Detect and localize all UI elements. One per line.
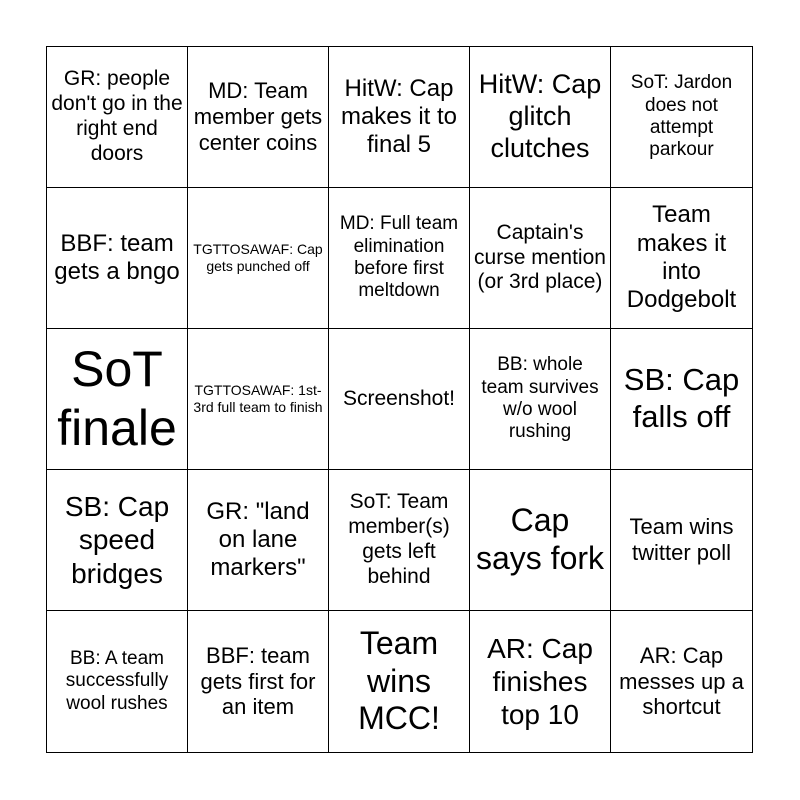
bingo-cell[interactable] <box>470 611 611 752</box>
cell-text: SB: Cap falls off <box>623 362 740 434</box>
cell-text: BBF: team gets a bngo <box>54 229 180 285</box>
cell-text: MD: Team member gets center coins <box>193 78 323 155</box>
bingo-cell[interactable] <box>611 470 752 611</box>
bingo-cell[interactable] <box>611 47 752 188</box>
bingo-cell[interactable] <box>329 47 470 188</box>
cell-text: GR: "land on lane markers" <box>206 497 310 582</box>
cell-text: SB: Cap speed bridges <box>64 491 170 589</box>
bingo-cell[interactable] <box>188 611 329 752</box>
cell-text: BB: whole team survives w/o wool rushing <box>481 354 599 443</box>
cell-text: AR: Cap messes up a shortcut <box>619 642 744 720</box>
bingo-cell[interactable] <box>329 470 470 611</box>
cell-text: Captain's curse mention (or 3rd place) <box>474 220 606 294</box>
cell-text: TGTTOSAWAF: 1st-3rd full team to finish <box>193 382 323 415</box>
cell-text: Team wins twitter poll <box>629 514 734 565</box>
cell-text: BB: A team successfully wool rushes <box>65 647 169 714</box>
bingo-cell[interactable] <box>188 47 329 188</box>
bingo-cell[interactable] <box>470 329 611 470</box>
cell-text: HitW: Cap makes it to final 5 <box>340 74 458 159</box>
bingo-cell[interactable] <box>47 188 188 329</box>
bingo-cell[interactable] <box>47 470 188 611</box>
cell-text: SoT finale <box>57 341 177 456</box>
bingo-cell[interactable] <box>611 611 752 752</box>
bingo-cell[interactable] <box>188 188 329 329</box>
bingo-cell[interactable] <box>611 188 752 329</box>
cell-text: SoT: Jardon does not attempt parkour <box>630 72 733 161</box>
bingo-cell[interactable] <box>611 329 752 470</box>
bingo-cell[interactable] <box>329 329 470 470</box>
cell-text: Team makes it into Dodgebolt <box>626 201 737 314</box>
cell-text: MD: Full team elimination before first meltdown <box>339 213 459 302</box>
bingo-cell[interactable] <box>470 188 611 329</box>
cell-text: SoT: Team member(s) gets left behind <box>348 490 450 588</box>
bingo-cell[interactable] <box>47 329 188 470</box>
bingo-cell[interactable] <box>329 611 470 752</box>
bingo-board <box>46 46 753 753</box>
cell-text: HitW: Cap glitch clutches <box>478 69 602 163</box>
cell-text: BBF: team gets first for an item <box>200 642 316 720</box>
bingo-cell[interactable] <box>47 47 188 188</box>
bingo-cell[interactable] <box>47 611 188 752</box>
cell-text: Team wins MCC! <box>358 624 440 737</box>
bingo-cell[interactable] <box>470 470 611 611</box>
bingo-cell[interactable] <box>470 47 611 188</box>
bingo-cell[interactable] <box>188 470 329 611</box>
cell-text: AR: Cap finishes top 10 <box>487 632 593 731</box>
cell-text: Screenshot! <box>342 386 456 410</box>
cell-text: GR: people don't go in the right end doors <box>51 67 183 165</box>
cell-text: Cap says fork <box>475 502 605 576</box>
bingo-cell[interactable] <box>329 188 470 329</box>
bingo-cell[interactable] <box>188 329 329 470</box>
cell-text: TGTTOSAWAF: Cap gets punched off <box>193 241 323 274</box>
